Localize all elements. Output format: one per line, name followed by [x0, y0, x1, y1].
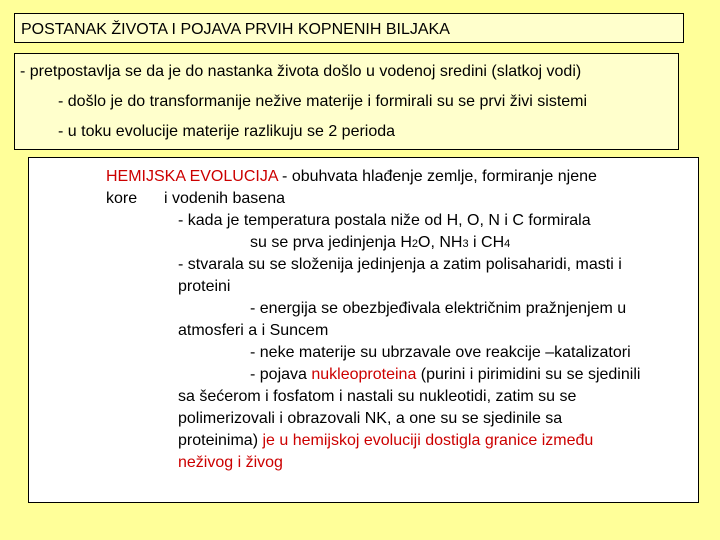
main-line-1	[106, 168, 597, 186]
main-line-2b: i vodenih basena	[164, 190, 285, 207]
term-heading: HEMIJSKA EVOLUCIJA	[106, 168, 278, 185]
formula-text-c: i CH	[468, 234, 505, 251]
intro-line-2: - došlo je do transformanije nežive materije i formirali su se prvi živi sistemi	[58, 93, 588, 110]
subscript-2: 2	[411, 238, 418, 250]
nucleoprotein-term: nukleoproteina	[311, 366, 417, 383]
main-line-3: - kada je temperatura postala niže od H, O, N i C formirala	[178, 212, 591, 229]
main-line-12: polimerizovali i obrazovali NK, a one su se sjedinile sa	[178, 410, 563, 427]
subscript-4: 4	[504, 238, 511, 250]
slide-title	[14, 13, 684, 43]
chemical-evolution-panel	[28, 157, 699, 503]
formula-text-a: su se prva jedinjenja H	[250, 234, 412, 251]
main-line-8: atmosferi a i Suncem	[178, 322, 329, 339]
main-line-1-text: - obuhvata hlađenje zemlje, formiranje njene	[277, 168, 597, 185]
main-line-10-a: - pojava	[250, 366, 312, 383]
intro-line-1: - pretpostavlja se da je do nastanka života došlo u vodenoj sredini (slatkoj vodi)	[20, 63, 582, 80]
main-line-10-b: (purini i pirimidini su se sjedinili	[416, 366, 641, 383]
main-line-14: neživog i živog	[178, 454, 283, 471]
subscript-3: 3	[462, 238, 469, 250]
intro-line-3: - u toku evolucije materije razlikuju se 2 perioda	[58, 123, 396, 140]
main-line-7: - energija se obezbjeđivala električnim pražnjenjem u	[250, 300, 627, 317]
intro-panel	[14, 53, 679, 150]
formula-text-b: O, NH	[418, 234, 463, 251]
main-line-13	[178, 432, 593, 450]
main-line-6: proteini	[178, 278, 231, 295]
conclusion-highlight: je u hemijskoj evoluciji dostigla granice između	[262, 432, 594, 449]
main-line-4	[250, 234, 510, 252]
main-line-5: - stvarala su se složenija jedinjenja a zatim polisaharidi, masti i	[178, 256, 622, 273]
main-line-2a: kore	[106, 190, 138, 207]
main-line-10	[250, 366, 640, 384]
main-line-9: - neke materije su ubrzavale ove reakcije –katalizatori	[250, 344, 631, 361]
main-line-13-a: proteinima)	[178, 432, 263, 449]
title-text: POSTANAK ŽIVOTA I POJAVA PRVIH KOPNENIH BILJAKA	[21, 21, 450, 38]
main-line-11: sa šećerom i fosfatom i nastali su nukleotidi, zatim su se	[178, 388, 577, 405]
